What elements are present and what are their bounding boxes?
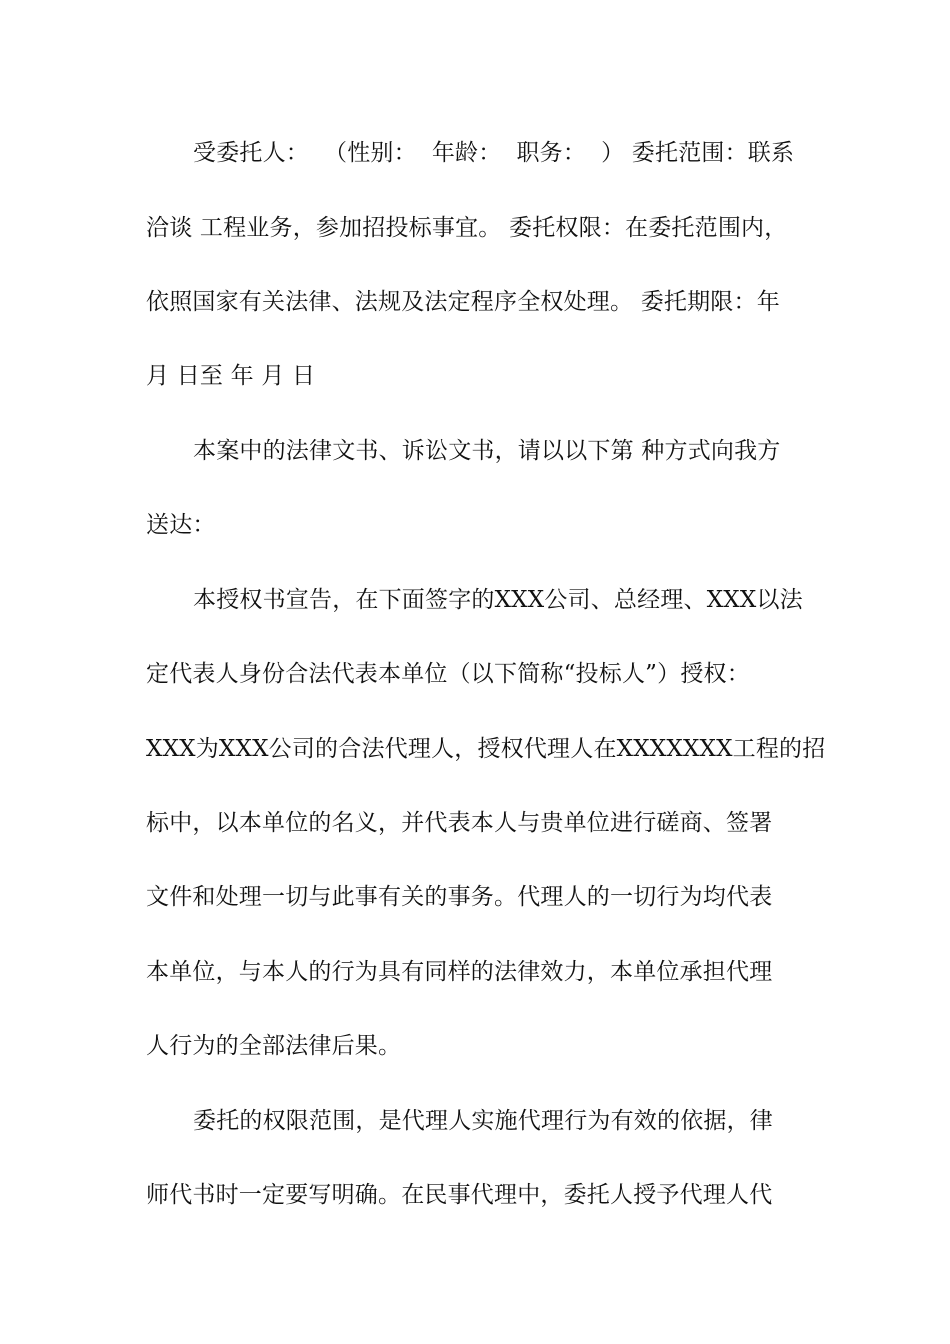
paragraph-4-line-1: 委托的权限范围，是代理人实施代理行为有效的依据，律: [193, 1108, 773, 1134]
paragraph-3-line-7: 人行为的全部法律后果。: [146, 1033, 402, 1059]
paragraph-4-line-2: 师代书时一定要写明确。在民事代理中，委托人授予代理人代: [146, 1182, 773, 1208]
paragraph-1-line-3: 依照国家有关法律、法规及法定程序全权处理。 委托期限：年: [146, 289, 780, 315]
paragraph-2-line-1: 本案中的法律文书、诉讼文书，请以以下第 种方式向我方: [193, 438, 781, 464]
paragraph-3-line-6: 本单位，与本人的行为具有同样的法律效力，本单位承担代理: [146, 959, 773, 985]
paragraph-3-line-1: 本授权书宣告，在下面签字的XXX公司、总经理、XXX以法: [193, 587, 803, 613]
paragraph-3-line-4: 标中，以本单位的名义，并代表本人与贵单位进行磋商、签署: [146, 810, 773, 836]
paragraph-1-line-4: 月 日至 年 月 日: [146, 363, 316, 389]
paragraph-2-line-2: 送达：: [146, 512, 216, 538]
paragraph-3-line-3: XXX为XXX公司的合法代理人，授权代理人在XXXXXXX工程的招: [146, 736, 826, 762]
paragraph-1-line-2: 洽谈 工程业务，参加招投标事宜。 委托权限：在委托范围内，: [146, 215, 788, 241]
paragraph-3-line-5: 文件和处理一切与此事有关的事务。代理人的一切行为均代表: [146, 884, 773, 910]
paragraph-1-line-1: 受委托人： （性别： 年龄： 职务： ） 委托范围：联系: [193, 140, 795, 166]
paragraph-3-line-2: 定代表人身份合法代表本单位（以下简称“投标人”）授权：: [146, 661, 750, 687]
